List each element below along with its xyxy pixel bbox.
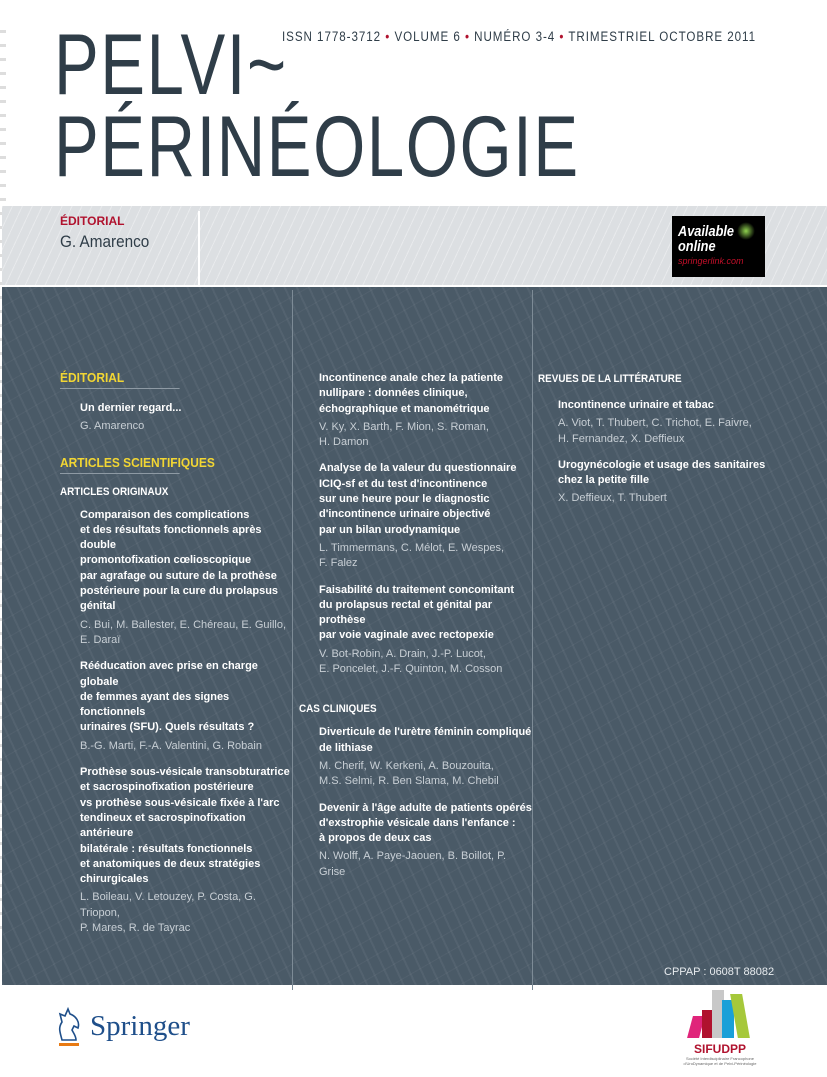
article-title: Faisabilité du traitement concomitant du prolapsus rectal et génital par prothèse par voie vaginale avec rectopexie [319, 583, 514, 642]
article-authors: V. Bot-Robin, A. Drain, J.-P. Lucot, E. Poncelet, J.-F. Quinton, M. Cosson [319, 647, 503, 676]
numero: NUMÉRO 3-4 [474, 29, 556, 44]
article-authors: A. Viot, T. Thubert, C. Trichot, E. Faivre, H. Fernandez, X. Deffieux [558, 417, 752, 445]
journal-title-line1: PELVI~ [54, 17, 288, 113]
publisher-name: Springer [90, 1009, 190, 1042]
list-item[interactable] [80, 508, 292, 649]
cppap-number: CPPAP : 0608T 88082 [664, 966, 775, 978]
society-fullname: Société Interdisciplinaire Francophone d'UroDynamique et de Pelvi-Périnéologie [683, 1056, 757, 1066]
sifudpp-logo [680, 988, 760, 1068]
article-authors: B.-G. Marti, F.-A. Valentini, G. Robain [80, 739, 262, 752]
article-title: Comparaison des complications et des résultats fonctionnels après double promontofixation cœlioscopique par agrafage ou suture de la prothèse postérieure pour la cure du prolapsus génital [80, 508, 279, 613]
divider [198, 211, 200, 287]
article-authors: L. Boileau, V. Letouzey, P. Costa, G. Triopon, P. Mares, R. de Tayrac [80, 891, 256, 935]
list-item[interactable] [558, 458, 818, 507]
article-authors: L. Timmermans, C. Mélot, E. Wespes, F. Falez [319, 541, 505, 570]
middle-column [299, 371, 532, 891]
issue-info: ISSN 1778-3712 • VOLUME 6 • NUMÉRO 3-4 • TRIMESTRIEL OCTOBRE 2011 [282, 29, 757, 44]
volume: VOLUME 6 [394, 29, 461, 44]
list-item[interactable] [80, 659, 292, 754]
article-title: Urogynécologie et usage des sanitaires chez la petite fille [558, 458, 766, 487]
subsection-originaux: ARTICLES ORIGINAUX [60, 485, 169, 498]
column-divider [292, 290, 293, 990]
article-authors: X. Deffieux, T. Thubert [558, 492, 667, 505]
article-title: Devenir à l'âge adulte de patients opérés d'exstrophie vésicale dans l'enfance : à propos de deux cas [319, 801, 532, 845]
column-divider [532, 290, 533, 990]
left-column [60, 370, 292, 947]
springer-logo [56, 1006, 190, 1046]
article-authors: G. Amarenco [80, 420, 145, 433]
banner-author: G. Amarenco [60, 232, 150, 251]
springerlink-url[interactable]: springerlink.com [678, 256, 744, 266]
right-column [538, 373, 818, 518]
horse-icon [56, 1006, 82, 1046]
article-title: Incontinence urinaire et tabac [558, 399, 714, 411]
list-item[interactable] [319, 371, 532, 450]
list-item[interactable] [319, 461, 532, 571]
available-online-badge[interactable] [672, 216, 765, 277]
list-item[interactable] [80, 401, 292, 435]
article-authors: M. Cherif, W. Kerkeni, A. Bouzouita, M.S. Selmi, R. Ben Slama, M. Chebil [319, 759, 499, 788]
section-revues: REVUES DE LA LITTÉRATURE [538, 373, 682, 385]
article-authors: C. Bui, M. Ballester, E. Chéreau, E. Guillo, E. Daraï [80, 618, 287, 646]
list-item[interactable] [319, 583, 532, 678]
list-item[interactable] [558, 398, 818, 447]
list-item[interactable] [319, 801, 532, 880]
section-cas-cliniques: CAS CLINIQUES [299, 703, 377, 716]
issn: ISSN 1778-3712 [282, 29, 382, 44]
banner-label: ÉDITORIAL [60, 214, 125, 228]
article-title: Incontinence anale chez la patiente nullipare : données clinique, échographique et manométrique [319, 372, 503, 415]
article-authors: V. Ky, X. Barth, F. Mion, S. Roman, H. Damon [319, 420, 489, 449]
article-title: Diverticule de l'urètre féminin compliqué de lithiase [319, 726, 532, 754]
journal-title-line2: PÉRINÉOLOGIE [54, 99, 580, 195]
article-authors: N. Wolff, A. Paye-Jaouen, B. Boillot, P. Grise [319, 850, 507, 878]
society-name: SIFUDPP [693, 1042, 746, 1056]
article-title: Analyse de la valeur du questionnaire ICIQ-sf et du test d'incontinence sur une heure pour le diagnostic d'incontinence urinaire objectivé par un bilan urodynamique [319, 462, 517, 536]
article-title: Rééducation avec prise en charge globale de femmes ayant des signes fonctionnels urinaires (SFU). Quels résultats ? [80, 660, 258, 734]
online-text: online [678, 238, 716, 255]
article-title: Prothèse sous-vésicale transobturatrice et sacrospinofixation postérieure vs prothèse sous-vésicale fixée à l'arc tendineux et sacrospinofixation antérieure bilatérale : résultats fonctionnels et anatomiques de deux stratégies chirurgicales [80, 766, 290, 886]
article-title: Un dernier regard... [80, 402, 182, 414]
section-editorial: ÉDITORIAL [60, 370, 180, 389]
available-text: Available [678, 223, 734, 240]
list-item[interactable] [80, 765, 292, 936]
section-articles: ARTICLES SCIENTIFIQUES [60, 455, 180, 474]
period: TRIMESTRIEL OCTOBRE 2011 [568, 29, 757, 44]
list-item[interactable] [319, 725, 532, 789]
